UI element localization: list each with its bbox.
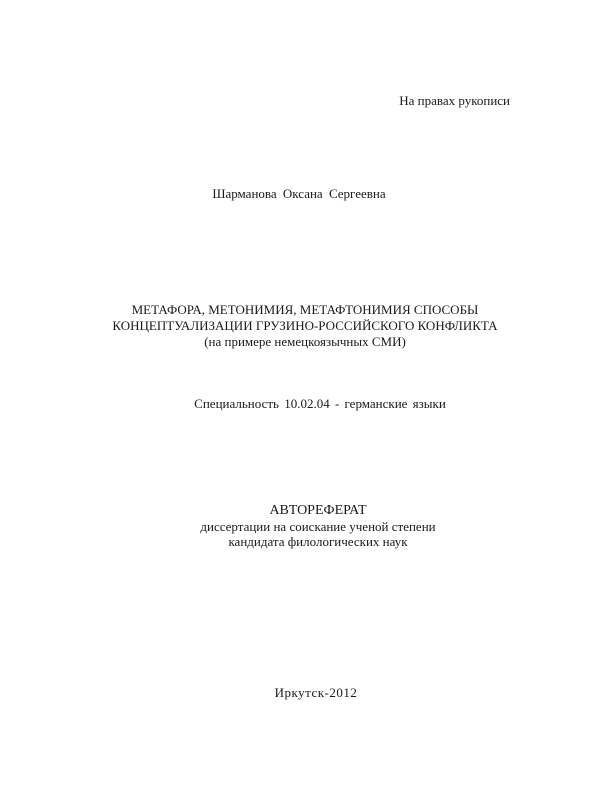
abstract-line-1: диссертации на соискание ученой степени [200,519,436,534]
abstract-block [0,502,598,549]
specialty-line: Специальность 10.02.04 - германские языки [194,396,446,411]
dissertation-title [0,302,598,350]
manuscript-note: На правах рукописи [399,93,510,108]
city-year: Иркутск-2012 [274,685,358,700]
title-line-1: МЕТАФОРА, МЕТОНИМИЯ, МЕТАФТОНИМИЯ СПОСОБЫ [131,302,479,317]
author-name: Шарманова Оксана Сергеевна [212,186,386,201]
title-line-3: (на примере немецкоязычных СМИ) [204,334,406,349]
abstract-heading: АВТОРЕФЕРАТ [269,503,367,518]
abstract-line-2: кандидата филологических наук [228,534,408,549]
title-line-2: КОНЦЕПТУАЛИЗАЦИИ ГРУЗИНО-РОССИЙСКОГО КОНФЛИКТА [112,318,498,333]
